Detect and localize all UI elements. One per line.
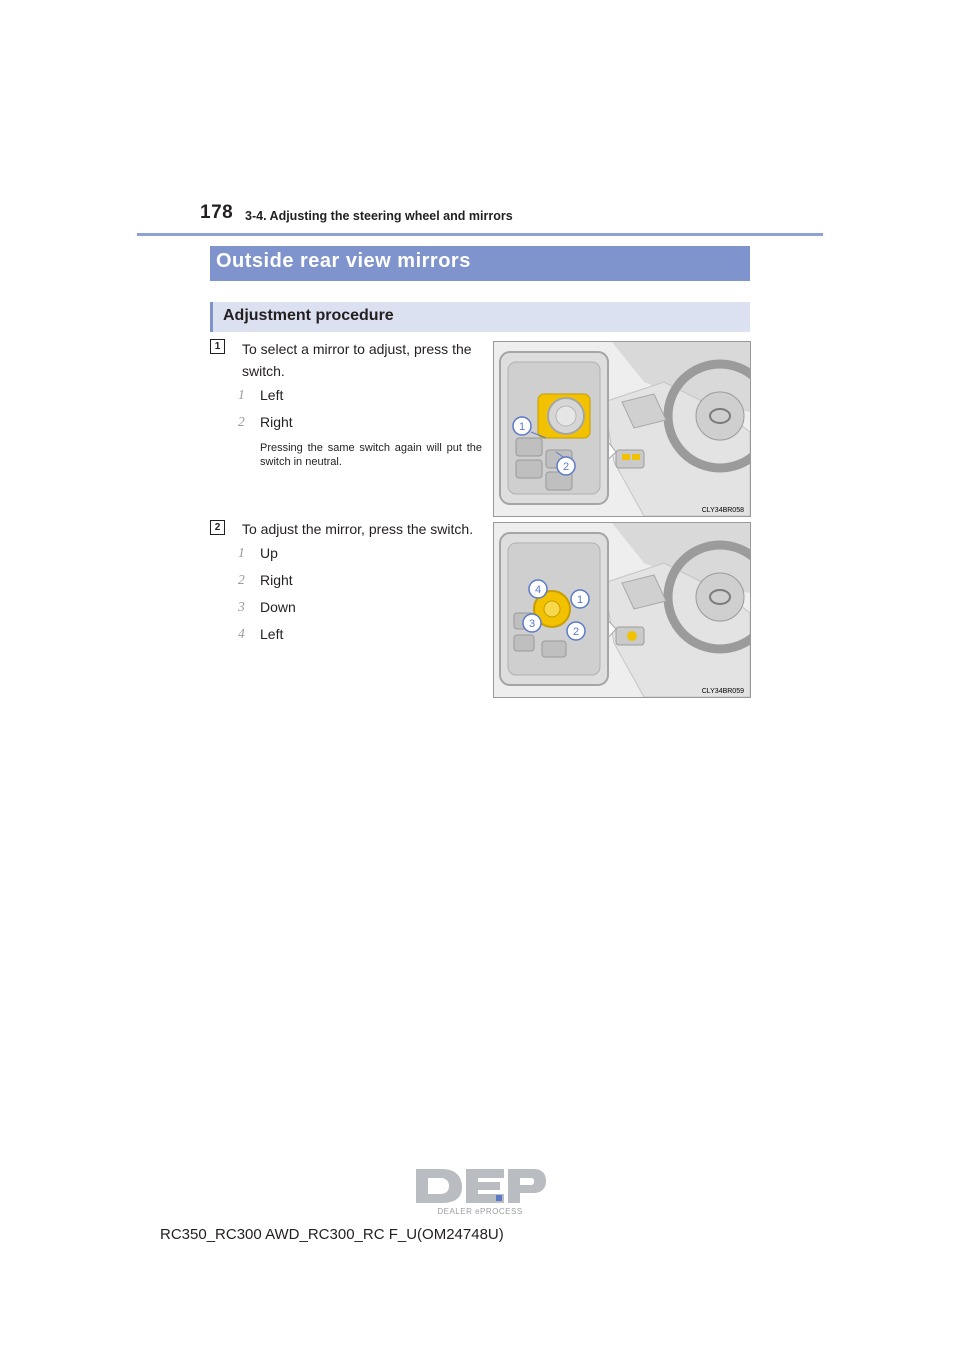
step-2-item-1-text: Up	[260, 545, 278, 561]
figure-mirror-adjust-switch	[493, 522, 751, 698]
step-2-item-2-label: 2	[238, 572, 245, 587]
step-1-item-2-label: 2	[238, 414, 245, 429]
figure-mirror-select-switch	[493, 341, 751, 517]
step-1-item-2-text: Right	[260, 414, 293, 430]
figure-2-callout-1: 1	[576, 594, 584, 606]
step-2-item-3-label: 3	[238, 599, 245, 614]
figure-1-callout-1: 1	[518, 421, 526, 433]
step-2-text: To adjust the mirror, press the switch.	[242, 521, 474, 537]
model-code: RC350_RC300 AWD_RC300_RC F_U(OM24748U)	[160, 1226, 504, 1243]
figure-2-callout-2: 2	[572, 626, 580, 638]
figure-2-callout-3: 3	[528, 618, 536, 630]
chapter-title: 3-4. Adjusting the steering wheel and mirrors	[245, 209, 513, 223]
logo-subtext: DEALER ePROCESS	[437, 1207, 523, 1216]
step-1-item-1-text: Left	[260, 387, 284, 403]
figure-1-code: CLY34BR058	[701, 507, 744, 514]
subsection-bar-accent	[210, 302, 213, 332]
header-rule	[137, 233, 823, 236]
step-2-item-1-label: 1	[238, 545, 245, 560]
step-2-item-2-text: Right	[260, 572, 293, 588]
step-2-item-4-text: Left	[260, 626, 284, 642]
dealer-eprocess-logo	[412, 1165, 548, 1217]
step-1-note: Pressing the same switch again will put the switch in neutral.	[260, 442, 482, 468]
figure-1-callout-2: 2	[562, 461, 570, 473]
step-2-item-3-text: Down	[260, 599, 296, 615]
section-title: Outside rear view mirrors	[216, 250, 471, 272]
figure-2-callout-4: 4	[534, 584, 542, 596]
page-number: 178	[200, 202, 234, 223]
step-1-number: 1	[210, 339, 225, 354]
step-1-item-1-label: 1	[238, 387, 245, 402]
step-2-number: 2	[210, 520, 225, 535]
step-1-text: To select a mirror to adjust, press the switch.	[242, 341, 472, 379]
figure-2-code: CLY34BR059	[701, 688, 744, 695]
step-2-item-4-label: 4	[238, 626, 245, 641]
subsection-title: Adjustment procedure	[223, 307, 394, 324]
